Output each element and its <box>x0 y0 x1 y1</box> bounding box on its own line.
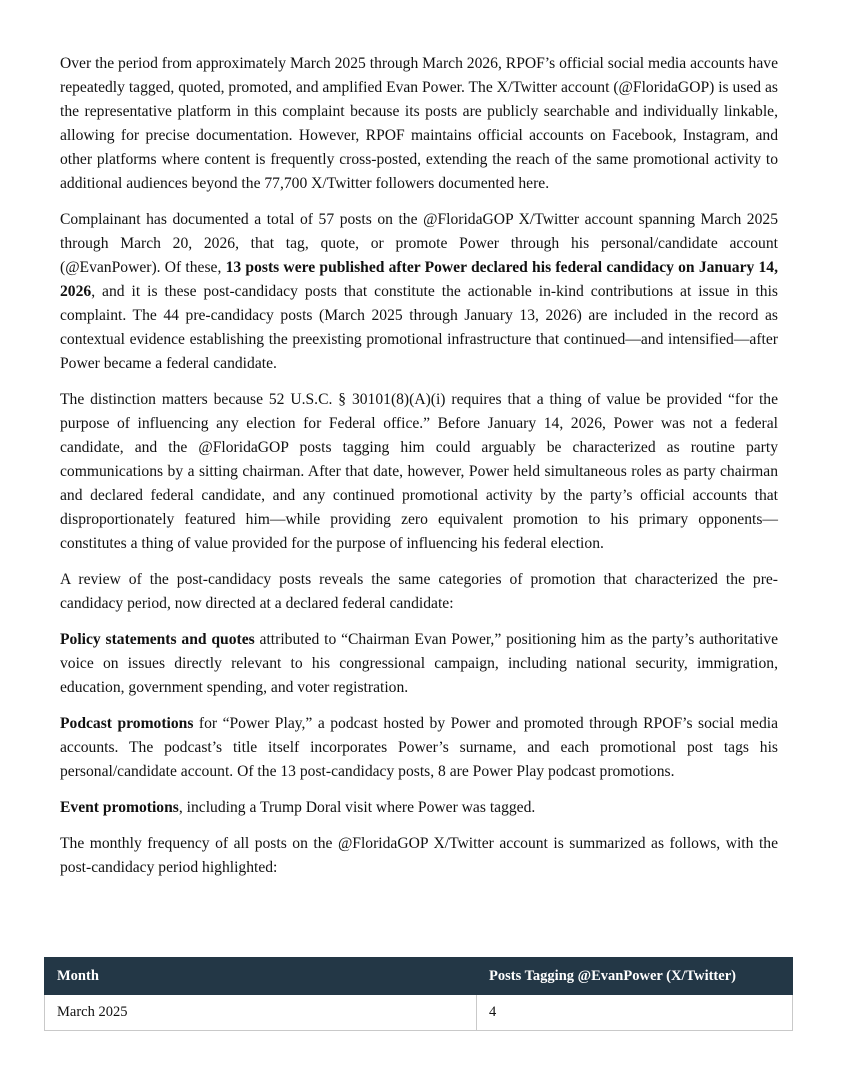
paragraph-table-intro: The monthly frequency of all posts on the @FloridaGOP X/Twitter account is summarized as follows, with the post-candidacy period highlighted: <box>60 835 778 876</box>
table-header-row <box>45 958 793 995</box>
bold-heading: Policy statements and quotes <box>60 631 255 648</box>
paragraph-legal-distinction: The distinction matters because 52 U.S.C. § 30101(8)(A)(i) requires that a thing of value be provided “for the purpose of influencing any election for Federal office.” Before January 14, 2026, Power was not a federal candidate, and the @FloridaGOP posts tagging him could arguably be characterized as routine party communications by a sitting chairman. After that date, however, Power held simultaneous roles as party chairman and declared federal candidate, and any continued promotional activity by the party’s official accounts that disproportionately featured him—while providing zero equivalent promotion to his primary opponents—constitutes a thing of value provided for the purpose of influencing his federal election. <box>60 391 778 552</box>
paragraph-text: for “Power Play,” a podcast hosted by Power and promoted through RPOF’s social media accounts. The podcast’s title itself incorporates Power’s surname, and each promotional post tags his personal/candidate account. Of the 13 post-candidacy posts, 8 are Power Play podcast promotions. <box>60 715 778 780</box>
paragraph-review-intro: A review of the post-candidacy posts reveals the same categories of promotion that characterized the pre-candidacy period, now directed at a declared federal candidate: <box>60 571 778 612</box>
column-header-month: Month <box>45 958 477 995</box>
table-row <box>45 995 793 1031</box>
paragraph-event-promotions <box>60 796 778 820</box>
paragraph-text: Complainant has documented a total of 57 posts on the @FloridaGOP X/Twitter account spanning March 2025 through March 20, 2026, that tag, quote, or promote Power through his personal/candidate account (@EvanPower). Of these, <box>60 211 778 276</box>
paragraph-text: attributed to “Chairman Evan Power,” positioning him as the party’s authoritative voice on issues directly relevant to his congressional campaign, including national security, immigration, education, government spending, and voter registration. <box>60 631 778 696</box>
paragraph-policy-statements <box>60 628 778 700</box>
paragraph-text: , including a Trump Doral visit where Power was tagged. <box>178 799 536 816</box>
paragraph-text: , and it is these post-candidacy posts that constitute the actionable in-kind contributions at issue in this complaint. The 44 pre-candidacy posts (March 2025 through January 13, 2026) are included in the record as contextual evidence establishing the preexisting promotional infrastructure that continued—and intensified—after Power became a federal candidate. <box>60 283 778 372</box>
paragraph-documented-posts <box>60 208 778 376</box>
bold-phrase: 13 posts were published after Power declared his federal candidacy on January 14, 2026 <box>60 259 778 300</box>
table-cell-count: 4 <box>477 995 793 1031</box>
document-body <box>60 52 778 892</box>
monthly-posts-table <box>44 957 793 1031</box>
paragraph-podcast-promotions <box>60 712 778 784</box>
paragraph-social-media-overview: Over the period from approximately March 2025 through March 2026, RPOF’s official social media accounts have repeatedly tagged, quoted, promoted, and amplified Evan Power. The X/Twitter account (@FloridaGOP) is used as the representative platform in this complaint because its posts are publicly searchable and individually linkable, allowing for precise documentation. However, RPOF maintains official accounts on Facebook, Instagram, and other platforms where content is frequently cross-posted, extending the reach of the same promotional activity to additional audiences beyond the 77,700 X/Twitter followers documented here. <box>60 55 778 192</box>
column-header-posts: Posts Tagging @EvanPower (X/Twitter) <box>477 958 793 995</box>
table-cell-month: March 2025 <box>45 995 477 1031</box>
bold-heading: Podcast promotions <box>60 715 194 732</box>
bold-heading: Event promotions <box>60 799 179 816</box>
